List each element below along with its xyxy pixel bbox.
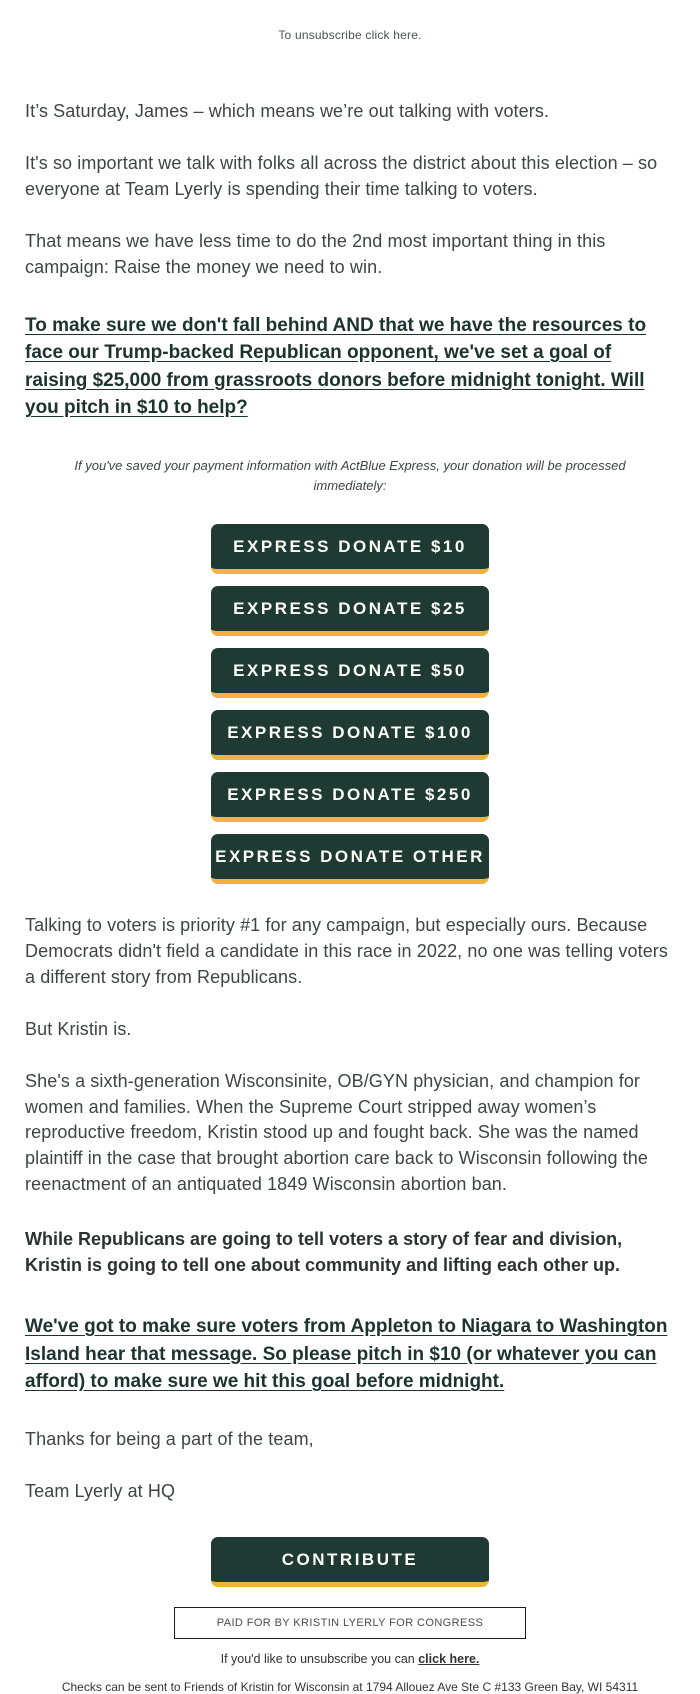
paragraph-thanks: Thanks for being a part of the team,: [25, 1428, 314, 1449]
unsubscribe-note[interactable]: To unsubscribe click here.: [278, 28, 422, 42]
express-donate-100-button[interactable]: EXPRESS DONATE $100: [211, 710, 489, 760]
actblue-express-note: If you've saved your payment information with ActBlue Express, your donation will be processed immediately:: [74, 457, 626, 493]
express-donate-button-stack: [25, 524, 675, 884]
express-donate-10-button[interactable]: EXPRESS DONATE $10: [211, 524, 489, 574]
paragraph-less-time: That means we have less time to do the 2nd most important thing in this campaign: Raise the money we need to win.: [25, 230, 606, 277]
footer-unsubscribe-line: [25, 1652, 675, 1666]
express-donate-other-button[interactable]: EXPRESS DONATE OTHER: [211, 834, 489, 884]
contribute-button-row: [25, 1537, 675, 1587]
cta-goal-link[interactable]: To make sure we don't fall behind AND that we have the resources to face our Trump-backed Republican opponent, we've set a goal of raising $25,000 from grassroots donors before midnight tonight. Will you pitch in $10 to help?: [25, 314, 647, 419]
paragraph-greeting: It’s Saturday, James – which means we’re out talking with voters.: [25, 101, 550, 121]
express-donate-250-button[interactable]: EXPRESS DONATE $250: [211, 772, 489, 822]
paid-for-disclaimer-box: [174, 1607, 526, 1639]
paragraph-priority: Talking to voters is priority #1 for any campaign, but especially ours. Because Democrats didn't field a candidate in this race in 2022, no one was telling voters a different story from Republicans.: [25, 915, 668, 987]
email-footer: [25, 1587, 675, 1694]
paragraph-signature: Team Lyerly at HQ: [25, 1480, 176, 1501]
footer-unsubscribe-prefix: If you'd like to unsubscribe you can: [220, 1652, 419, 1667]
cta-pitch-in-link[interactable]: We've got to make sure voters from Appleton to Niagara to Washington Island hear that message. So please pitch in $10 (or whatever you can afford) to make sure we hit this goal before midnight.: [25, 1315, 668, 1393]
express-donate-50-button[interactable]: EXPRESS DONATE $50: [211, 648, 489, 698]
paid-for-disclaimer-text: PAID FOR BY KRISTIN LYERLY FOR CONGRESS: [216, 1617, 484, 1630]
paragraph-but-kristin: But Kristin is.: [25, 1018, 132, 1039]
contribute-button[interactable]: CONTRIBUTE: [211, 1537, 489, 1587]
paragraph-bio: She's a sixth-generation Wisconsinite, OB/GYN physician, and champion for women and families. When the Supreme Court stripped away women’s reproductive freedom, Kristin stood up and fought back. She was the named plaintiff in the case that brought abortion care back to Wisconsin following the reenactment of an antiquated 1849 Wisconsin abortion ban.: [25, 1070, 649, 1195]
footer-unsubscribe-link[interactable]: click here.: [418, 1652, 480, 1667]
express-donate-25-button[interactable]: EXPRESS DONATE $25: [211, 586, 489, 636]
paragraph-importance: It's so important we talk with folks all across the district about this election – so everyone at Team Lyerly is spending their time talking to voters.: [25, 152, 658, 199]
paragraph-message-contrast: While Republicans are going to tell voters a story of fear and division, Kristin is going to tell one about community and lifting each other up.: [25, 1229, 623, 1276]
footer-checks-address: Checks can be sent to Friends of Kristin for Wisconsin at 1794 Allouez Ave Ste C #133 Green Bay, WI 54311: [61, 1680, 639, 1694]
